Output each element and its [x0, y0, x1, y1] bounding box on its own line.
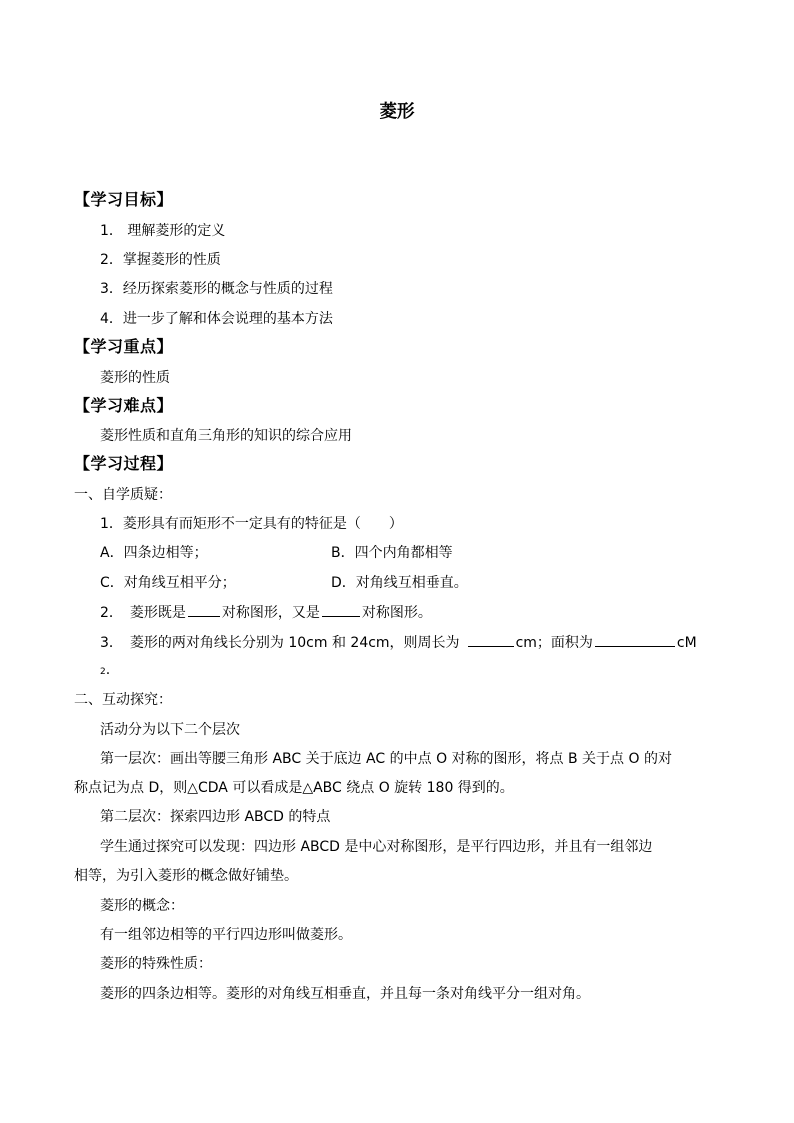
- option-a: A．四条边相等；: [100, 545, 208, 561]
- page-title: 菱形: [379, 102, 415, 122]
- key-text: 菱形的性质: [100, 370, 170, 386]
- level-2: 第二层次：探索四边形 ABCD 的特点: [100, 809, 331, 825]
- process-heading: 【学习过程】: [74, 454, 174, 473]
- finding-line-1: 学生通过探究可以发现：四边形 ABCD 是中心对称图形，是平行四边形，并且有一组邻边: [100, 839, 653, 855]
- level-1-line-2: 称点记为点 D，则△CDA 可以看成是△ABC 绕点 O 旋转 180 得到的。: [74, 780, 514, 796]
- property-label: 菱形的特殊性质：: [100, 956, 212, 972]
- difficulty-text: 菱形性质和直角三角形的知识的综合应用: [100, 428, 352, 444]
- finding-line-2: 相等，为引入菱形的概念做好铺垫。: [74, 868, 298, 884]
- concept-text: 有一组邻边相等的平行四边形叫做菱形。: [100, 927, 352, 943]
- question-3: [100, 632, 697, 653]
- question-3-continued: [100, 660, 110, 682]
- superscript: 2: [100, 667, 106, 677]
- answer-blank: [322, 602, 360, 617]
- goals-heading: 【学习目标】: [74, 190, 174, 209]
- answer-blank: [595, 632, 675, 647]
- question-2-part-2: 对称图形，又是: [221, 605, 320, 621]
- question-3-part-1: 3． 菱形的两对角线长分别为 10cm 和 24cm，则周长为: [100, 635, 460, 651]
- difficulty-heading: 【学习难点】: [74, 396, 174, 415]
- option-d: D．对角线互相垂直。: [331, 575, 468, 591]
- answer-blank: [468, 632, 514, 647]
- goal-item-1: 1． 理解菱形的定义: [100, 223, 226, 239]
- option-c: C．对角线互相平分；: [100, 575, 236, 591]
- goal-item-2: 2．掌握菱形的性质: [100, 252, 221, 268]
- question-3-part-3: cM: [676, 635, 697, 651]
- question-2: [100, 602, 432, 623]
- explore-heading: 二、互动探究：: [74, 692, 172, 708]
- key-heading: 【学习重点】: [74, 337, 174, 356]
- property-text: 菱形的四条边相等。菱形的对角线互相垂直，并且每一条对角线平分一组对角。: [100, 986, 590, 1002]
- option-b: B．四个内角都相等: [331, 545, 453, 561]
- question-2-part-3: 对称图形。: [361, 605, 432, 621]
- goal-item-4: 4．进一步了解和体会说理的基本方法: [100, 311, 333, 327]
- question-2-part-1: 2． 菱形既是: [100, 605, 186, 621]
- question-1: 1．菱形具有而矩形不一定具有的特征是（ ）: [100, 516, 403, 532]
- question-3-end: .: [105, 662, 111, 678]
- level-1-line-1: 第一层次：画出等腰三角形 ABC 关于底边 AC 的中点 O 对称的图形，将点 B 关于点 O 的对: [100, 751, 672, 767]
- concept-label: 菱形的概念：: [100, 898, 184, 914]
- explore-intro: 活动分为以下二个层次: [100, 722, 240, 738]
- goal-item-3: 3．经历探索菱形的概念与性质的过程: [100, 281, 333, 297]
- question-3-part-2: cm；面积为: [515, 635, 593, 651]
- answer-blank: [188, 602, 220, 617]
- self-study-heading: 一、自学质疑：: [74, 487, 172, 503]
